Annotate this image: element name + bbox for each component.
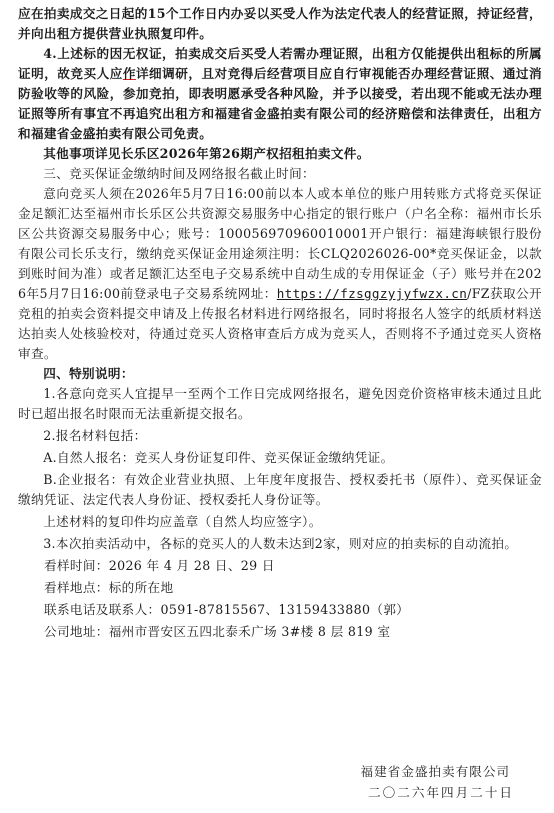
section-3-text-before: 意向竞买人须在2026年5月7日16:00前以本人或本单位的账户用转账方式将竞买保证金足额汇达至福州市长乐区公共资源交易服务中心指定的银行账户（户名全称：福州市长乐区公共资源交易服务中心；账号：100056970960010001开户银行：福建海峡银行股份有限公司长乐支行，缴纳竞买保证金用途须注明：长CLQ2026026-00*竞买保证金，以款到账时间为准）或者足额汇达至电子交易系统中自动生成的专用保证金（子）账号并在2026年5月7日16:00前登录电子交易系统网址：: [18, 186, 542, 301]
note-1: 1.各意向竞买人宜提早一至两个工作日完成网络报名，避免因竞价资格审核未通过且此时已超出报名时限而无法重新提交报名。: [18, 386, 542, 421]
paragraph-other-matters: 其他事项详见长乐区2026年第26期产权招租拍卖文件。: [43, 146, 370, 161]
signature-company: 福建省金盛拍卖有限公司: [360, 764, 510, 779]
note-2b: B.企业报名：有效企业营业执照、上年度年度报告、授权委托书（原件）、竞买保证金缴纳凭证、法定代表人身份证、授权委托人身份证等。: [18, 472, 542, 507]
signature-date: 二〇二六年四月二十日: [368, 785, 514, 800]
section-3-text-after: /FZ获取公开竞租的拍卖会资料提交申请及上传报名材料进行网络报名，同时将报名人签字的纸质材料送达拍卖人处核验校对，待通过竞买人资格审查后方成为竞买人，否则将不予通过竞买人资格审查。: [18, 286, 542, 361]
contact-phone: 联系电话及联系人：0591-87815567、13159433880（郭）: [44, 602, 410, 617]
viewing-time: 看样时间：2026 年 4 月 28 日、29 日: [44, 558, 275, 573]
note-3: 3.本次拍卖活动中，各标的竞买人的人数未达到2家，则对应的拍卖标的自动流拍。: [43, 536, 518, 551]
paragraph-license-requirement: 应在拍卖成交之日起的15个工作日内办妥以买受人作为法定代表人的经营证照，持证经营，并向出租方提供营业执照复印件。: [18, 6, 542, 41]
viewing-place: 看样地点：标的所在地: [44, 580, 174, 595]
paragraph-4-marked-char: 作: [122, 66, 136, 81]
section-3-body: [18, 184, 542, 364]
paragraph-4-text-after: 详细调研，且对竞得后经营项目应自行审视能否办理经营证照、通过消防验收等的风险，参加竞拍，即表明愿承受各种风险，并予以接受，若出现不能或无法办理证照等所有事宜不再追究出租方和福建省金盛拍卖有限公司的经济赔偿和法律责任，出租方和福建省金盛拍卖有限公司免责。: [18, 66, 542, 141]
paragraph-4-text-before: 4.上述标的因无权证，拍卖成交后买受人若需办理证照，出租方仅能提供出租标的所属证明，故竞买人应: [18, 46, 542, 81]
paragraph-no-title-certificate: [18, 44, 542, 144]
section-4-heading: 四、特别说明：: [43, 366, 134, 381]
section-3-heading: 三、竞买保证金缴纳时间及网络报名截止时间：: [43, 166, 316, 181]
note-2a: A.自然人报名：竞买人身份证复印件、竞买保证金缴纳凭证。: [43, 450, 394, 465]
company-address: 公司地址：福州市晋安区五四北泰禾广场 3#楼 8 层 819 室: [44, 624, 391, 639]
note-2: 2.报名材料包括：: [43, 428, 147, 443]
trading-system-link[interactable]: https://fzsggzyjyfwzx.cn: [276, 286, 468, 301]
note-2c: 上述材料的复印件均应盖章（自然人均应签字）。: [43, 514, 322, 529]
